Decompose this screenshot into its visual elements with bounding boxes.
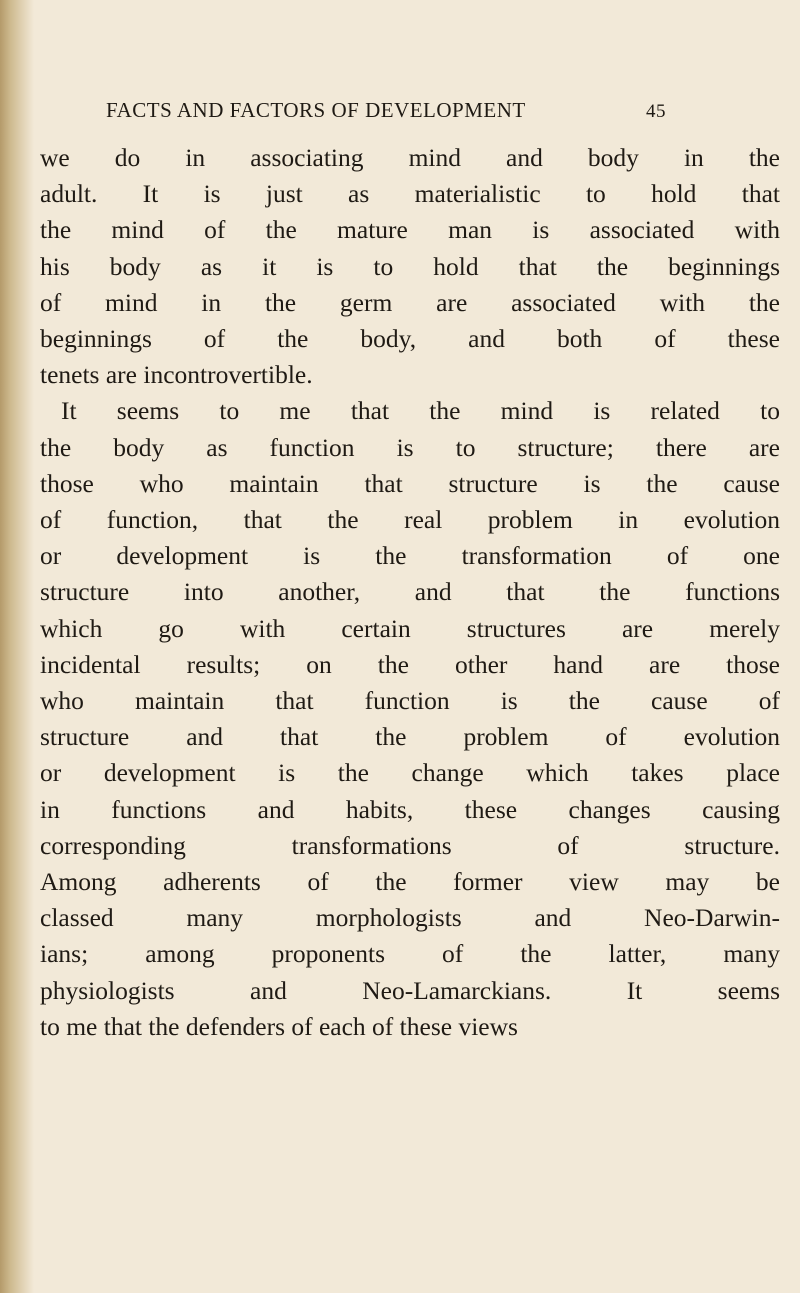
book-page bbox=[40, 0, 780, 1293]
text-line: ians; among proponents of the latter, many bbox=[40, 939, 780, 969]
text-line: corresponding transformations of structure. bbox=[40, 830, 780, 860]
text-line: structure into another, and that the functions bbox=[40, 577, 780, 607]
text-line: to me that the defenders of each of these views bbox=[40, 1011, 518, 1041]
text-line: adult. It is just as materialistic to hold that bbox=[40, 179, 780, 209]
page-number: 45 bbox=[646, 101, 666, 122]
text-line: or development is the transformation of one bbox=[40, 541, 780, 571]
text-line: or development is the change which takes place bbox=[40, 758, 780, 788]
text-line: those who maintain that structure is the cause bbox=[40, 468, 780, 498]
text-line: of mind in the germ are associated with the bbox=[40, 287, 780, 317]
text-line: in functions and habits, these changes causing bbox=[40, 794, 780, 824]
text-line: tenets are incontrovertible. bbox=[40, 360, 313, 390]
text-line: his body as it is to hold that the beginnings bbox=[40, 251, 780, 281]
text-line: beginnings of the body, and both of these bbox=[40, 324, 780, 354]
text-line: the mind of the mature man is associated with bbox=[40, 215, 780, 245]
text-line: It seems to me that the mind is related to bbox=[61, 396, 780, 426]
text-line: structure and that the problem of evolution bbox=[40, 722, 780, 752]
running-head-title: FACTS AND FACTORS OF DEVELOPMENT bbox=[106, 98, 526, 122]
text-line: incidental results; on the other hand are those bbox=[40, 649, 780, 679]
text-line: physiologists and Neo-Lamarckians. It seems bbox=[40, 975, 780, 1005]
running-head bbox=[106, 98, 666, 123]
text-line: we do in associating mind and body in the bbox=[40, 143, 780, 172]
text-line: Among adherents of the former view may be bbox=[40, 867, 780, 897]
text-line: classed many morphologists and Neo-Darwin- bbox=[40, 903, 780, 933]
text-line: the body as function is to structure; there are bbox=[40, 432, 780, 462]
page-gutter-shadow bbox=[0, 0, 34, 1293]
body-text bbox=[40, 140, 780, 1045]
text-line: of function, that the real problem in evolution bbox=[40, 505, 780, 535]
text-line: which go with certain structures are merely bbox=[40, 613, 780, 643]
text-line: who maintain that function is the cause of bbox=[40, 686, 780, 716]
